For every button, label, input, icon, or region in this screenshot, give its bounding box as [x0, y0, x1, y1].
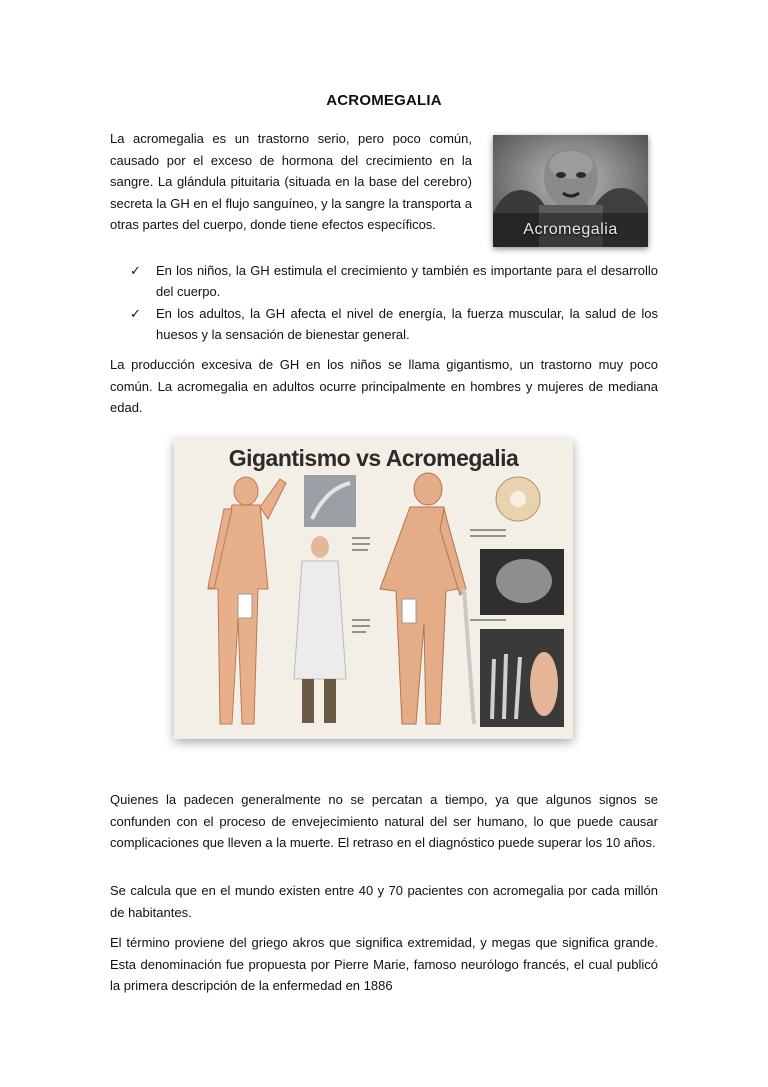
list-item-text: En los niños, la GH estimula el crecimiento y también es importante para el desarrollo del cuerpo.	[156, 263, 658, 299]
list-item	[130, 260, 658, 302]
bullet-list	[130, 260, 658, 346]
photo-caption: Acromegalia	[523, 221, 618, 238]
figure-heading: Gigantismo vs Acromegalia	[228, 445, 519, 471]
checkmark-icon: ✓	[130, 263, 141, 278]
list-item	[130, 303, 658, 345]
list-item-text: En los adultos, la GH afecta el nivel de energía, la fuerza muscular, la salud de los huesos y la sensación de bienestar general.	[156, 306, 658, 342]
acromegaly-photo	[493, 135, 648, 247]
page-title: ACROMEGALIA	[326, 92, 442, 109]
paragraph-etymology: El término proviene del griego akros que significa extremidad, y megas que significa grande. Esta denominación fue propuesta por Pierre Marie, famoso neurólogo francés, el cual publicó la primera descripción de la enfermedad en 1886	[110, 935, 658, 993]
paragraph-gigantism: La producción excesiva de GH en los niños se llama gigantismo, un trastorno muy poco común. La acromegalia en adultos ocurre principalmente en hombres y mujeres de mediana edad.	[110, 357, 658, 415]
anatomy-illustration	[174, 439, 573, 739]
paragraph-diagnosis: Quienes la padecen generalmente no se percatan a tiempo, ya que algunos signos se confunden con el proceso de envejecimiento natural del ser humano, lo que puede causar complicaciones que lleven a la muerte. El retraso en el diagnóstico puede superar los 10 años.	[110, 792, 658, 850]
gigantism-vs-acromegaly-figure	[174, 439, 573, 739]
checkmark-icon: ✓	[130, 306, 141, 321]
paragraph-prevalence: Se calcula que en el mundo existen entre 40 y 70 pacientes con acromegalia por cada millón de habitantes.	[110, 883, 658, 920]
intro-paragraph: La acromegalia es un trastorno serio, pero poco común, causado por el exceso de hormona del crecimiento en la sangre. La glándula pituitaria (situada en la base del cerebro) secreta la GH en el flujo sanguíneo, y la sangre la transporta a otras partes del cuerpo, donde tiene efectos específicos.	[110, 131, 472, 232]
